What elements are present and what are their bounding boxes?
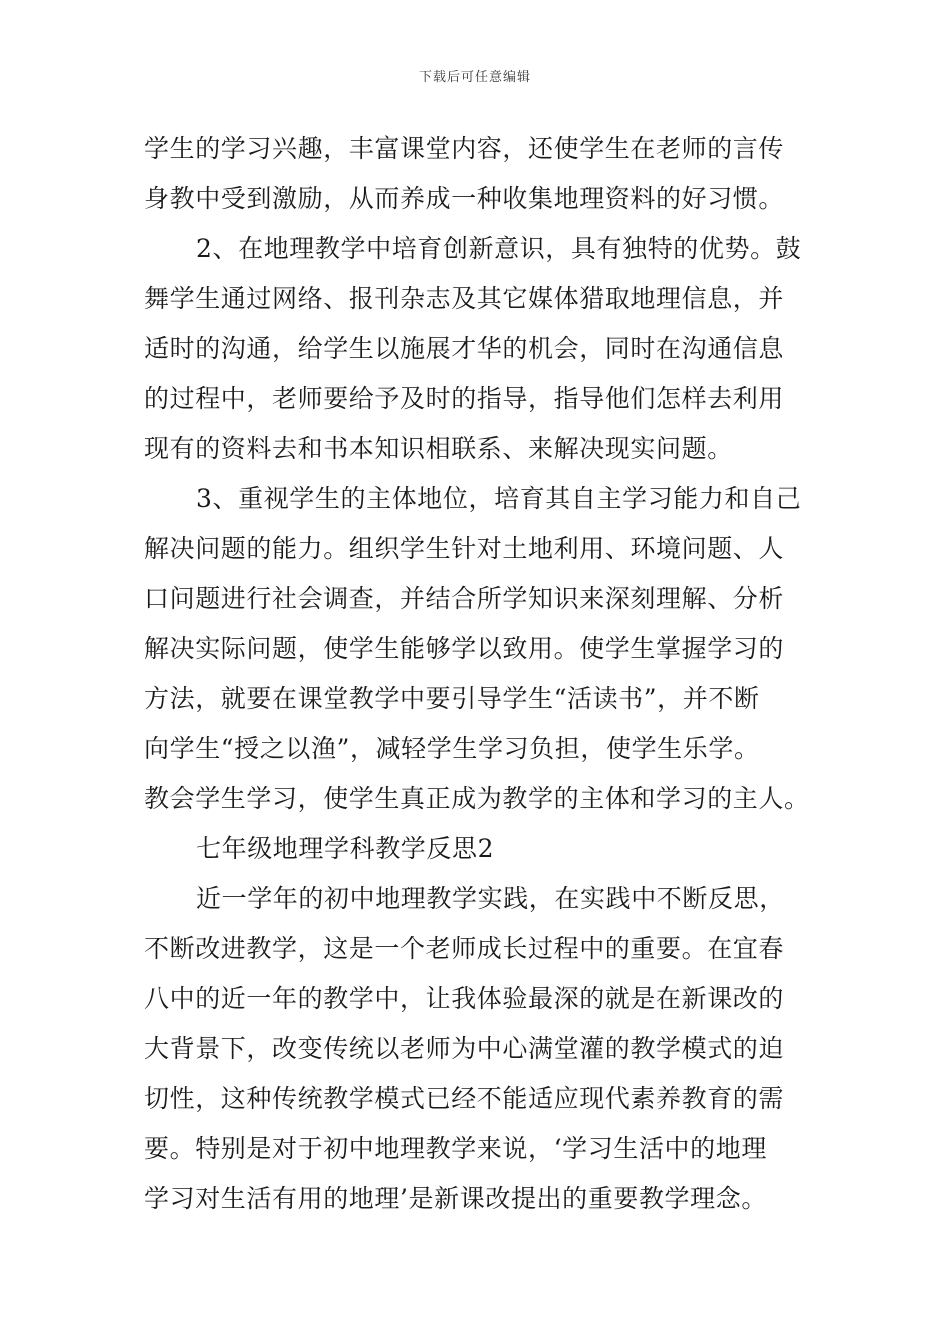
- text-line: 不断改进教学，这是一个老师成长过程中的重要。在宜春: [144, 934, 785, 963]
- text-line: 八中的近一年的教学中，让我体验最深的就是在新课改的: [144, 984, 785, 1013]
- text-line: 解决实际问题，使学生能够学以致用。使学生掌握学习的: [144, 634, 785, 663]
- text-line: 要。特别是对于初中地理教学来说，‘学习生活中的地理: [144, 1134, 767, 1163]
- section-title: 七年级地理学科教学反思2: [196, 834, 495, 863]
- text-line: 切性，这种传统教学模式已经不能适应现代素养教育的需: [144, 1084, 785, 1113]
- document-body: [144, 124, 814, 1224]
- text-line: 适时的沟通，给学生以施展才华的机会，同时在沟通信息: [144, 334, 785, 363]
- text-line: 2、在地理教学中培育创新意识，具有独特的优势。鼓: [196, 234, 802, 263]
- text-line: 大背景下，改变传统以老师为中心满堂灌的教学模式的迫: [144, 1034, 785, 1063]
- text-line: 学习对生活有用的地理’是新课改提出的重要教学理念。: [144, 1184, 767, 1213]
- text-line: 现有的资料去和书本知识相联系、来解决现实问题。: [144, 434, 733, 463]
- text-line: 近一学年的初中地理教学实践，在实践中不断反思，: [196, 884, 785, 913]
- text-line: 身教中受到激励，从而养成一种收集地理资料的好习惯。: [144, 184, 785, 213]
- text-line: 教会学生学习，使学生真正成为教学的主体和学习的主人。: [144, 784, 810, 813]
- text-line: 舞学生通过网络、报刊杂志及其它媒体猎取地理信息，并: [144, 284, 785, 313]
- text-line: 的过程中，老师要给予及时的指导，指导他们怎样去利用: [144, 384, 785, 413]
- text-line: 向学生“授之以渔”，减轻学生学习负担，使学生乐学。: [144, 734, 760, 763]
- text-line: 学生的学习兴趣，丰富课堂内容，还使学生在老师的言传: [144, 134, 785, 163]
- text-line: 3、重视学生的主体地位，培育其自主学习能力和自己: [196, 484, 802, 513]
- text-line: 解决问题的能力。组织学生针对土地利用、环境问题、人: [144, 534, 785, 563]
- text-line: 方法，就要在课堂教学中要引导学生“活读书”，并不断: [144, 684, 760, 713]
- text-line: 口问题进行社会调查，并结合所学知识来深刻理解、分析: [144, 584, 785, 613]
- page-header: 下载后可任意编辑: [418, 70, 531, 85]
